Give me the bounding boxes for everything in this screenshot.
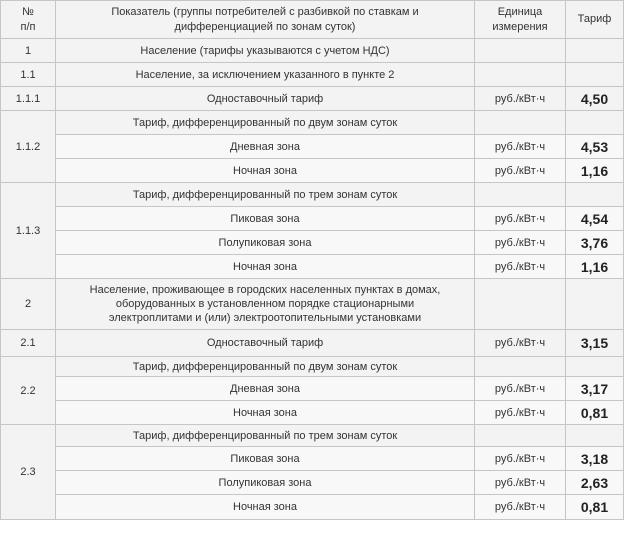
row-number: 2.3 <box>1 425 56 520</box>
row-indicator: Население (тарифы указываются с учетом НДС) <box>56 39 475 63</box>
row-tariff: 3,15 <box>566 330 624 357</box>
header-tariff: Тариф <box>566 1 624 39</box>
row-tariff <box>566 357 624 377</box>
row-tariff: 4,50 <box>566 87 624 111</box>
row-number: 1 <box>1 39 56 63</box>
table-row <box>1 39 624 63</box>
row-number: 2.1 <box>1 330 56 357</box>
table-row <box>1 279 624 330</box>
row-unit: руб./кВт·ч <box>475 377 566 401</box>
row-unit <box>475 183 566 207</box>
row-indicator: Тариф, дифференцированный по двум зонам суток <box>56 357 475 377</box>
row-number: 2.2 <box>1 357 56 425</box>
row-number: 1.1.1 <box>1 87 56 111</box>
row-indicator: Одноставочный тариф <box>56 87 475 111</box>
table-header-row <box>1 1 624 39</box>
row-tariff: 0,81 <box>566 495 624 520</box>
row-unit: руб./кВт·ч <box>475 471 566 495</box>
table-row <box>1 135 624 159</box>
row-tariff: 0,81 <box>566 401 624 425</box>
table-row <box>1 330 624 357</box>
table-row <box>1 87 624 111</box>
header-indicator: Показатель (группы потребителей с разбивкой по ставкам и дифференциацией по зонам суток) <box>56 1 475 39</box>
row-unit: руб./кВт·ч <box>475 330 566 357</box>
row-tariff <box>566 279 624 330</box>
row-tariff <box>566 63 624 87</box>
row-unit: руб./кВт·ч <box>475 159 566 183</box>
row-indicator: Дневная зона <box>56 135 475 159</box>
table-row <box>1 495 624 520</box>
row-unit <box>475 111 566 135</box>
table-row <box>1 183 624 207</box>
row-indicator: Тариф, дифференцированный по трем зонам суток <box>56 425 475 447</box>
row-tariff <box>566 425 624 447</box>
table-row <box>1 231 624 255</box>
row-tariff: 1,16 <box>566 159 624 183</box>
table-row <box>1 255 624 279</box>
row-indicator: Полупиковая зона <box>56 471 475 495</box>
row-tariff <box>566 39 624 63</box>
row-tariff: 1,16 <box>566 255 624 279</box>
row-tariff: 4,53 <box>566 135 624 159</box>
table-row <box>1 377 624 401</box>
row-number: 1.1 <box>1 63 56 87</box>
row-number: 1.1.3 <box>1 183 56 279</box>
row-unit: руб./кВт·ч <box>475 87 566 111</box>
row-indicator: Ночная зона <box>56 255 475 279</box>
row-tariff: 3,76 <box>566 231 624 255</box>
row-indicator: Тариф, дифференцированный по трем зонам суток <box>56 183 475 207</box>
row-tariff: 4,54 <box>566 207 624 231</box>
row-indicator: Население, за исключением указанного в пункте 2 <box>56 63 475 87</box>
table-row <box>1 401 624 425</box>
table-row <box>1 447 624 471</box>
row-tariff: 3,18 <box>566 447 624 471</box>
row-unit <box>475 63 566 87</box>
row-unit: руб./кВт·ч <box>475 135 566 159</box>
row-number: 2 <box>1 279 56 330</box>
table-row <box>1 207 624 231</box>
row-unit: руб./кВт·ч <box>475 207 566 231</box>
row-unit <box>475 279 566 330</box>
row-indicator: Пиковая зона <box>56 207 475 231</box>
row-indicator: Одноставочный тариф <box>56 330 475 357</box>
row-unit: руб./кВт·ч <box>475 401 566 425</box>
table-row <box>1 63 624 87</box>
header-unit: Единица измерения <box>475 1 566 39</box>
row-unit <box>475 357 566 377</box>
table-row <box>1 111 624 135</box>
header-num: № п/п <box>1 1 56 39</box>
row-unit: руб./кВт·ч <box>475 495 566 520</box>
row-tariff: 3,17 <box>566 377 624 401</box>
row-number: 1.1.2 <box>1 111 56 183</box>
row-indicator: Ночная зона <box>56 495 475 520</box>
row-unit: руб./кВт·ч <box>475 231 566 255</box>
row-tariff: 2,63 <box>566 471 624 495</box>
row-indicator: Население, проживающее в городских населенных пунктах в домах, оборудованных в установленном порядке стационарными электроплитами и (или) электроотопительными установками <box>56 279 475 330</box>
table-row <box>1 425 624 447</box>
row-unit <box>475 425 566 447</box>
row-tariff <box>566 111 624 135</box>
table-row <box>1 357 624 377</box>
row-indicator: Ночная зона <box>56 159 475 183</box>
row-unit <box>475 39 566 63</box>
row-unit: руб./кВт·ч <box>475 255 566 279</box>
row-tariff <box>566 183 624 207</box>
row-unit: руб./кВт·ч <box>475 447 566 471</box>
row-indicator: Ночная зона <box>56 401 475 425</box>
row-indicator: Тариф, дифференцированный по двум зонам суток <box>56 111 475 135</box>
row-indicator: Полупиковая зона <box>56 231 475 255</box>
table-row <box>1 471 624 495</box>
table-row <box>1 159 624 183</box>
row-indicator: Дневная зона <box>56 377 475 401</box>
row-indicator: Пиковая зона <box>56 447 475 471</box>
